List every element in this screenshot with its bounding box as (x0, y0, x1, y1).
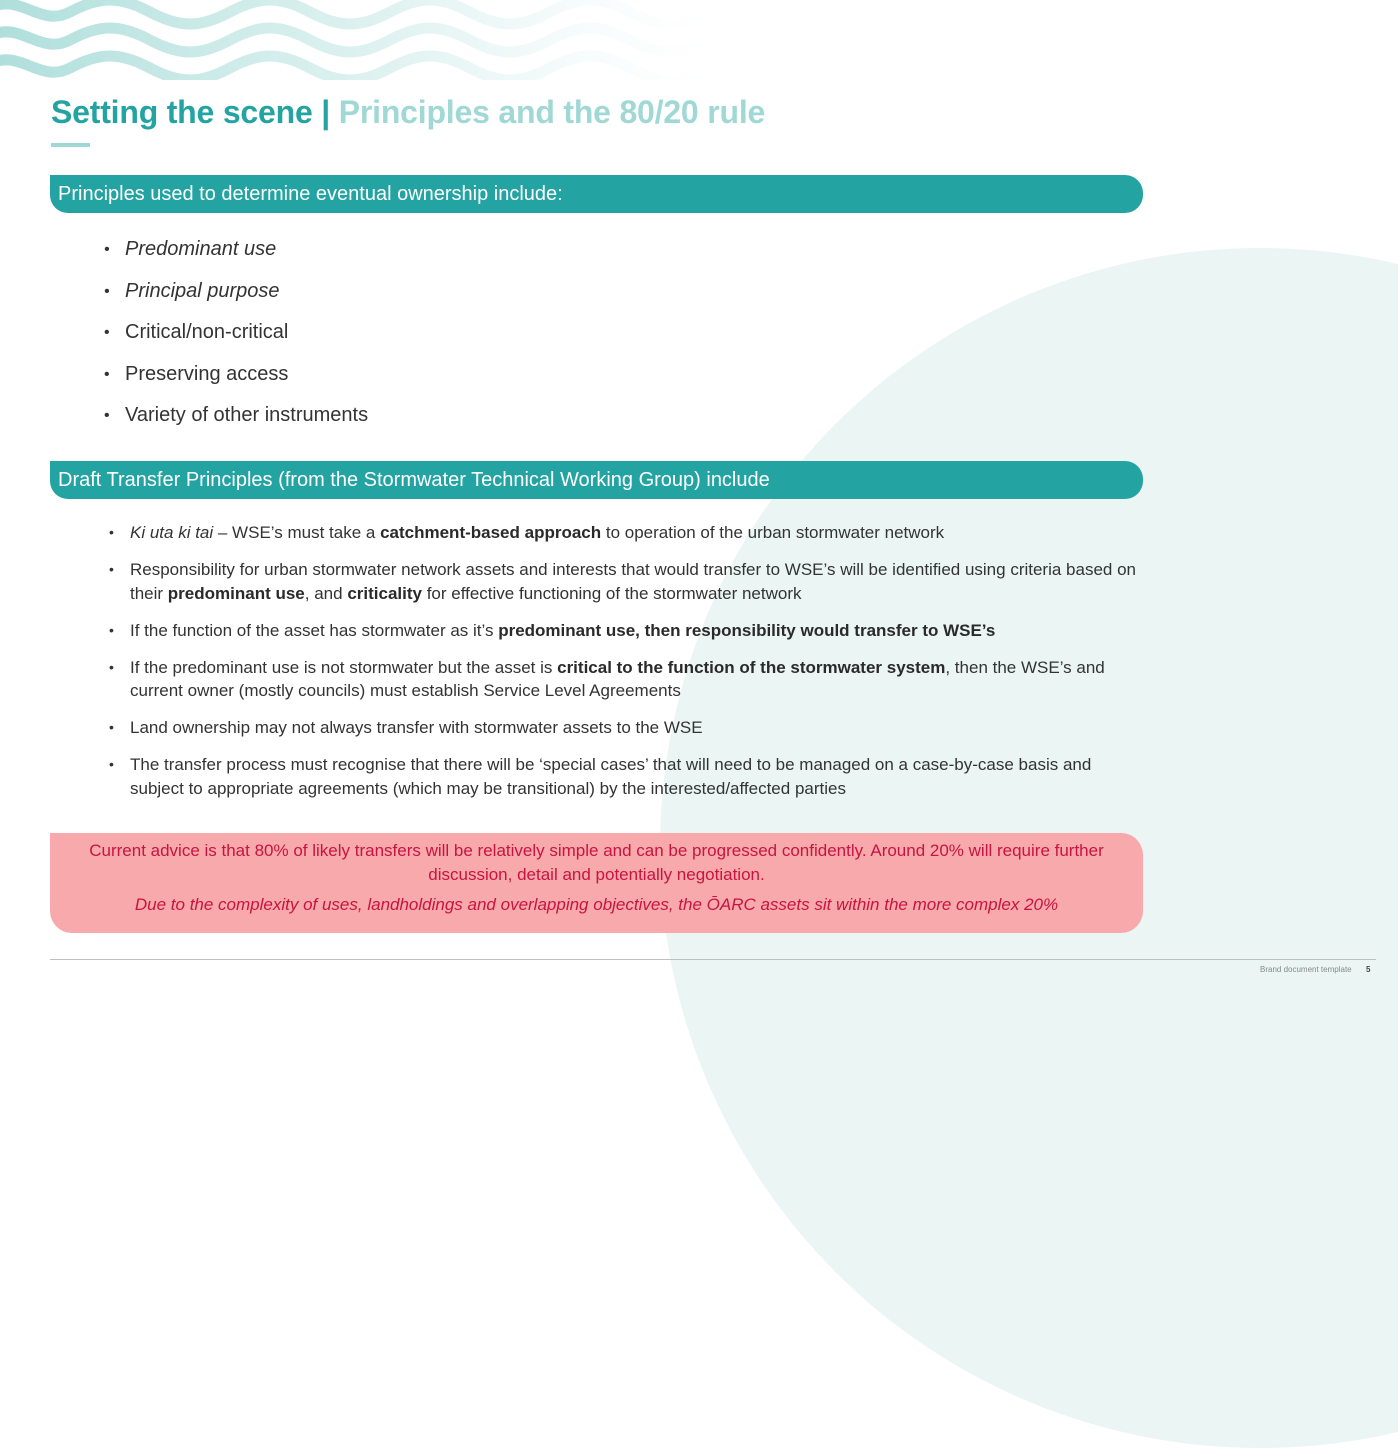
list-item: • Principal purpose (104, 271, 368, 313)
list-item: • Land ownership may not always transfer with stormwater assets to the WSE (109, 716, 1144, 740)
list-item: • Preserving access (104, 354, 368, 396)
title-main: Setting the scene (51, 94, 313, 130)
list-item: • If the function of the asset has stormwater as it’s predominant use, then responsibility would transfer to WSE’s (109, 619, 1144, 643)
list-item: • Critical/non-critical (104, 312, 368, 354)
list-item: • Responsibility for urban stormwater network assets and interests that would transfer to WSE’s will be identified using criteria based on their predominant use, and criticality for effective functioning of the stormwater network (109, 558, 1144, 605)
footer-label: Brand document template (1260, 965, 1352, 974)
advice-text: Current advice is that 80% of likely transfers will be relatively simple and can be progressed confidently. Around 20% will require further discussion, detail and potentially negotiation. (89, 841, 1104, 884)
title-underline-accent (51, 143, 90, 147)
draft-transfer-heading-bar: Draft Transfer Principles (from the Stormwater Technical Working Group) include (50, 461, 1143, 499)
list-item: • If the predominant use is not stormwater but the asset is critical to the function of the stormwater system, then the WSE’s and current owner (mostly councils) must establish Service Level Agreements (109, 656, 1144, 703)
advice-note: Due to the complexity of uses, landholdings and overlapping objectives, the ŌARC assets sit within the more complex 20% (134, 895, 1059, 914)
title-subtitle: Principles and the 80/20 rule (338, 94, 766, 130)
draft-transfer-list (109, 521, 1144, 814)
principles-heading-bar: Principles used to determine eventual ownership include: (50, 175, 1143, 213)
list-item: • Ki uta ki tai – WSE’s must take a catchment-based approach to operation of the urban stormwater network (109, 521, 1144, 545)
page-number: 5 (1366, 965, 1371, 974)
footer-divider (50, 959, 1376, 960)
list-item: • Variety of other instruments (104, 395, 368, 437)
principles-list (104, 229, 368, 437)
list-item: • The transfer process must recognise that there will be ‘special cases’ that will need to be managed on a case-by-case basis and subject to appropriate agreements (which may be transitional) by the interested/affected parties (109, 753, 1144, 800)
current-advice-callout (50, 833, 1143, 933)
title-separator: | (321, 94, 331, 130)
list-item: • Predominant use (104, 229, 368, 271)
page-title (51, 94, 765, 131)
